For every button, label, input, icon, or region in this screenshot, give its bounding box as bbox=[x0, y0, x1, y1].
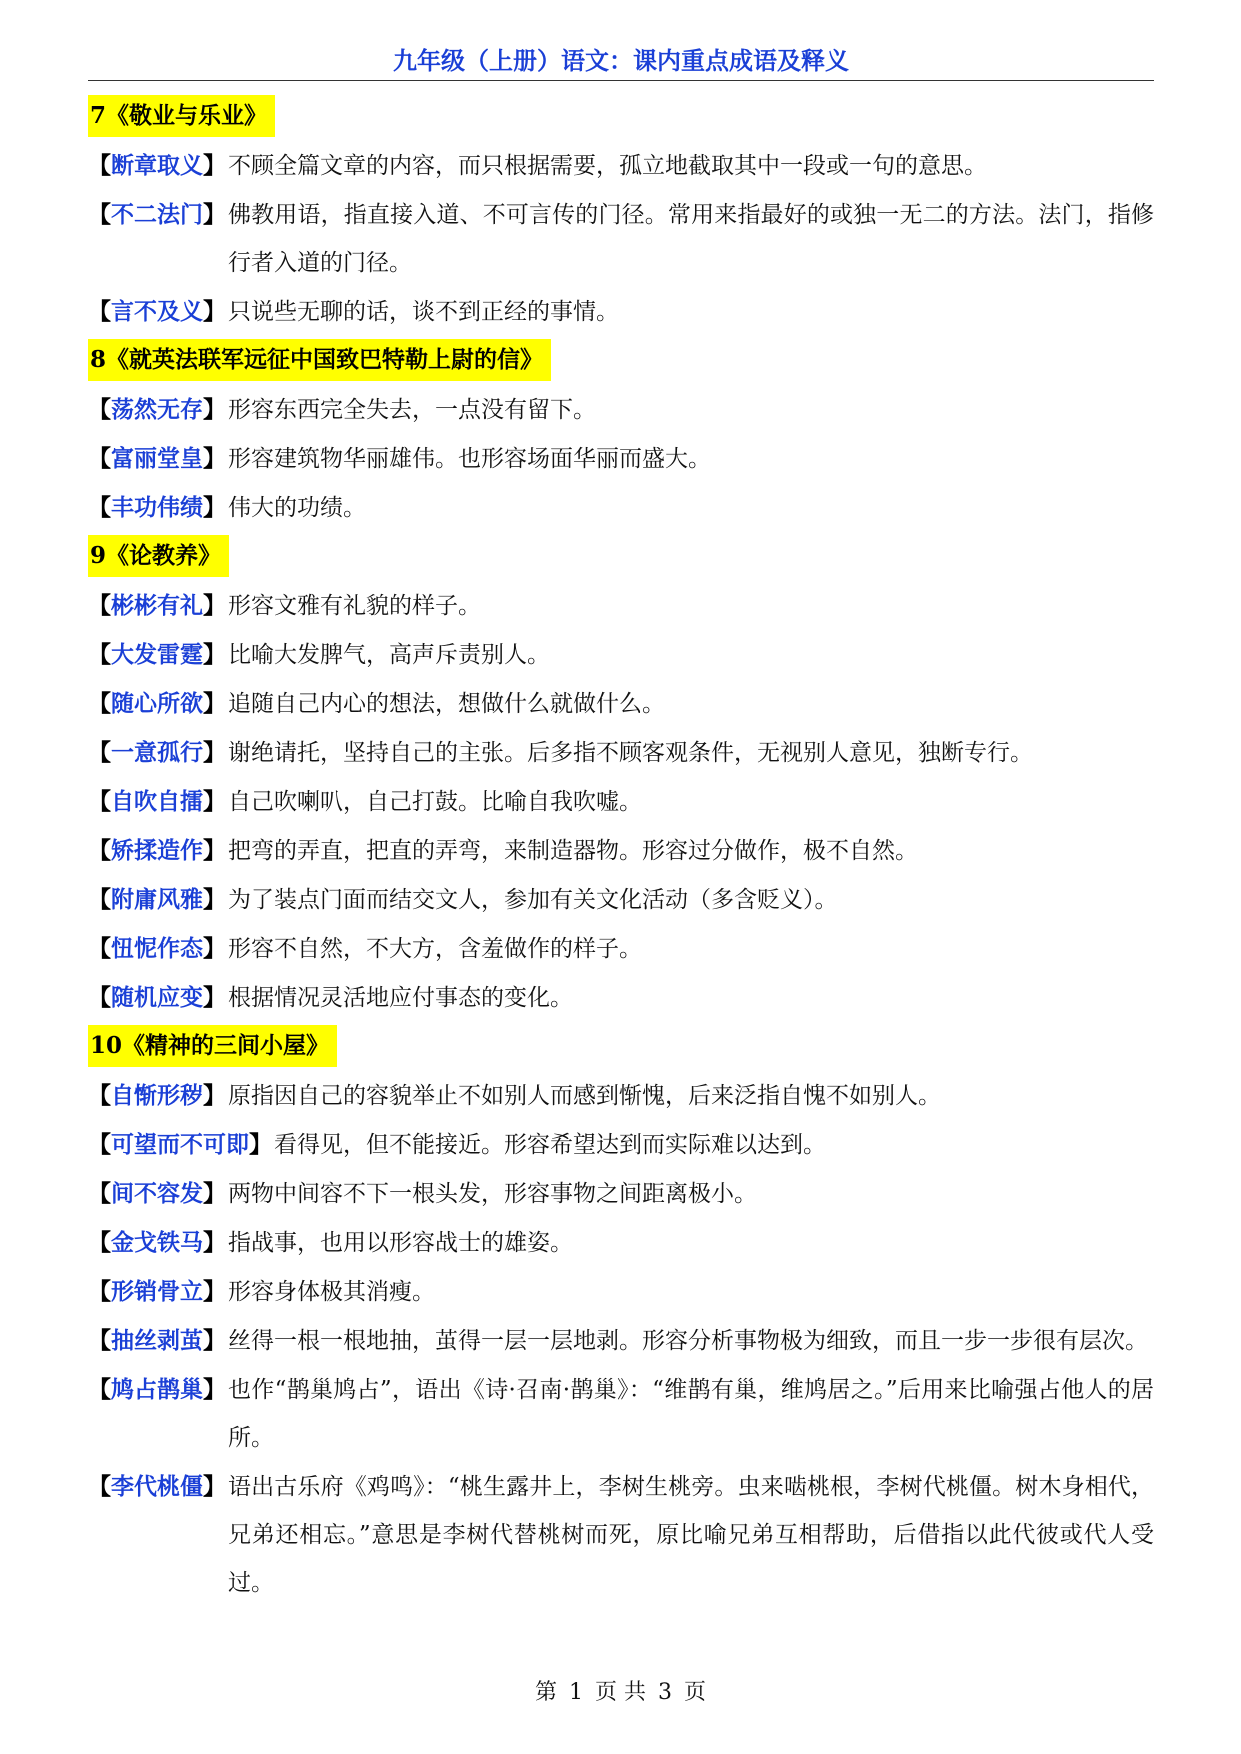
idiom-term bbox=[88, 974, 226, 1022]
idiom-term bbox=[88, 191, 226, 239]
idiom-entry bbox=[88, 1463, 1154, 1607]
right-bracket: 】 bbox=[203, 1473, 226, 1500]
idiom-term bbox=[88, 1268, 226, 1316]
idiom-word: 金戈铁马 bbox=[111, 1230, 203, 1256]
left-bracket: 【 bbox=[88, 984, 111, 1011]
idiom-term bbox=[88, 1463, 226, 1511]
idiom-entry bbox=[88, 582, 1154, 630]
section-header bbox=[88, 93, 1154, 141]
footer-mid: 页 共 bbox=[595, 1680, 646, 1705]
left-bracket: 【 bbox=[88, 298, 111, 325]
idiom-term bbox=[88, 288, 226, 336]
idiom-word: 一意孤行 bbox=[111, 740, 203, 766]
idiom-word: 间不容发 bbox=[111, 1181, 203, 1207]
idiom-definition: 原指因自己的容貌举止不如别人而感到惭愧，后来泛指自愧不如别人。 bbox=[228, 1083, 941, 1109]
idiom-term bbox=[88, 729, 226, 777]
idiom-entry bbox=[88, 778, 1154, 826]
idiom-definition: 追随自己内心的想法，想做什么就做什么。 bbox=[228, 691, 665, 717]
idiom-entry bbox=[88, 680, 1154, 728]
left-bracket: 【 bbox=[88, 690, 111, 717]
idiom-entry bbox=[88, 1121, 1154, 1169]
left-bracket: 【 bbox=[88, 152, 111, 179]
idiom-definition: 形容建筑物华丽雄伟。也形容场面华丽而盛大。 bbox=[228, 446, 711, 472]
idiom-word: 鸠占鹊巢 bbox=[111, 1377, 203, 1403]
left-bracket: 【 bbox=[88, 1082, 111, 1109]
idiom-entry bbox=[88, 1072, 1154, 1120]
left-bracket: 【 bbox=[88, 1229, 111, 1256]
left-bracket: 【 bbox=[88, 1278, 111, 1305]
idiom-definition: 佛教用语，指直接入道、不可言传的门径。常用来指最好的或独一无二的方法。法门，指修行者入道的门径。 bbox=[228, 202, 1154, 276]
right-bracket: 】 bbox=[203, 1376, 226, 1403]
idiom-word: 荡然无存 bbox=[111, 397, 203, 423]
idiom-entry bbox=[88, 1219, 1154, 1267]
left-bracket: 【 bbox=[88, 445, 111, 472]
right-bracket: 】 bbox=[203, 1180, 226, 1207]
idiom-entry bbox=[88, 729, 1154, 777]
idiom-term bbox=[88, 1219, 226, 1267]
idiom-term bbox=[88, 386, 226, 434]
section-header bbox=[88, 533, 1154, 581]
idiom-term bbox=[88, 631, 226, 679]
idiom-definition: 不顾全篇文章的内容，而只根据需要，孤立地截取其中一段或一句的意思。 bbox=[228, 153, 987, 179]
idiom-term bbox=[88, 142, 226, 190]
idiom-definition: 自己吹喇叭，自己打鼓。比喻自我吹嘘。 bbox=[228, 789, 642, 815]
left-bracket: 【 bbox=[88, 494, 111, 521]
idiom-definition: 两物中间容不下一根头发，形容事物之间距离极小。 bbox=[228, 1181, 757, 1207]
right-bracket: 】 bbox=[203, 837, 226, 864]
section-header bbox=[88, 337, 1154, 385]
idiom-entry bbox=[88, 484, 1154, 532]
idiom-definition: 也作“鹊巢鸠占”，语出《诗·召南·鹊巢》：“维鹊有巢，维鸠居之。”后用来比喻强占他人的居所。 bbox=[228, 1377, 1154, 1451]
idiom-term bbox=[88, 778, 226, 826]
idiom-entry bbox=[88, 142, 1154, 190]
right-bracket: 】 bbox=[203, 1278, 226, 1305]
idiom-term bbox=[88, 827, 226, 875]
left-bracket: 【 bbox=[88, 886, 111, 913]
idiom-word: 随机应变 bbox=[111, 985, 203, 1011]
right-bracket: 】 bbox=[203, 641, 226, 668]
idiom-definition: 形容身体极其消瘦。 bbox=[228, 1279, 435, 1305]
right-bracket: 】 bbox=[203, 739, 226, 766]
idiom-entry bbox=[88, 925, 1154, 973]
right-bracket: 】 bbox=[203, 1327, 226, 1354]
idiom-word: 附庸风雅 bbox=[111, 887, 203, 913]
idiom-term bbox=[88, 876, 226, 924]
section-title: 10《精神的三间小屋》 bbox=[88, 1025, 337, 1067]
idiom-word: 形销骨立 bbox=[111, 1279, 203, 1305]
left-bracket: 【 bbox=[88, 201, 111, 228]
section-title: 8《就英法联军远征中国致巴特勒上尉的信》 bbox=[88, 339, 551, 381]
idiom-term bbox=[88, 925, 226, 973]
left-bracket: 【 bbox=[88, 1473, 111, 1500]
idiom-term bbox=[88, 1317, 226, 1365]
idiom-term bbox=[88, 582, 226, 630]
idiom-definition: 形容不自然，不大方，含羞做作的样子。 bbox=[228, 936, 642, 962]
idiom-entry bbox=[88, 827, 1154, 875]
left-bracket: 【 bbox=[88, 935, 111, 962]
left-bracket: 【 bbox=[88, 1180, 111, 1207]
left-bracket: 【 bbox=[88, 1131, 111, 1158]
idiom-entry bbox=[88, 288, 1154, 336]
idiom-entry bbox=[88, 435, 1154, 483]
idiom-definition: 只说些无聊的话，谈不到正经的事情。 bbox=[228, 299, 619, 325]
left-bracket: 【 bbox=[88, 396, 111, 423]
idiom-word: 不二法门 bbox=[111, 202, 203, 228]
footer-suffix: 页 bbox=[684, 1680, 707, 1705]
idiom-word: 富丽堂皇 bbox=[111, 446, 203, 472]
right-bracket: 】 bbox=[203, 690, 226, 717]
right-bracket: 】 bbox=[203, 1082, 226, 1109]
idiom-definition: 伟大的功绩。 bbox=[228, 495, 366, 521]
idiom-entry bbox=[88, 1317, 1154, 1365]
page-header-title: 九年级（上册）语文：课内重点成语及释义 bbox=[393, 46, 849, 75]
idiom-entry bbox=[88, 974, 1154, 1022]
idiom-definition: 把弯的弄直，把直的弄弯，来制造器物。形容过分做作，极不自然。 bbox=[228, 838, 918, 864]
left-bracket: 【 bbox=[88, 837, 111, 864]
idiom-word: 丰功伟绩 bbox=[111, 495, 203, 521]
idiom-word: 大发雷霆 bbox=[111, 642, 203, 668]
left-bracket: 【 bbox=[88, 788, 111, 815]
idiom-word: 可望而不可即 bbox=[111, 1132, 249, 1158]
right-bracket: 】 bbox=[203, 445, 226, 472]
idiom-term bbox=[88, 1170, 226, 1218]
idiom-list bbox=[88, 93, 1154, 1608]
footer-page-total: 3 bbox=[658, 1680, 672, 1705]
left-bracket: 【 bbox=[88, 1327, 111, 1354]
right-bracket: 】 bbox=[203, 935, 226, 962]
idiom-word: 李代桃僵 bbox=[111, 1474, 203, 1500]
idiom-definition: 形容文雅有礼貌的样子。 bbox=[228, 593, 481, 619]
idiom-term bbox=[88, 435, 226, 483]
section-title: 9《论教养》 bbox=[88, 535, 229, 577]
footer-prefix: 第 bbox=[534, 1680, 557, 1705]
right-bracket: 】 bbox=[203, 152, 226, 179]
idiom-definition: 比喻大发脾气，高声斥责别人。 bbox=[228, 642, 550, 668]
right-bracket: 】 bbox=[203, 298, 226, 325]
right-bracket: 】 bbox=[203, 1229, 226, 1256]
idiom-entry bbox=[88, 191, 1154, 287]
section-title: 7《敬业与乐业》 bbox=[88, 95, 275, 137]
idiom-term bbox=[88, 680, 226, 728]
idiom-term bbox=[88, 1072, 226, 1120]
idiom-entry bbox=[88, 386, 1154, 434]
left-bracket: 【 bbox=[88, 641, 111, 668]
left-bracket: 【 bbox=[88, 739, 111, 766]
page-footer bbox=[0, 1678, 1241, 1708]
idiom-entry bbox=[88, 1268, 1154, 1316]
right-bracket: 】 bbox=[203, 886, 226, 913]
idiom-word: 自惭形秽 bbox=[111, 1083, 203, 1109]
footer-page-number: 1 bbox=[569, 1680, 583, 1705]
idiom-word: 忸怩作态 bbox=[111, 936, 203, 962]
left-bracket: 【 bbox=[88, 592, 111, 619]
idiom-entry bbox=[88, 631, 1154, 679]
idiom-word: 矫揉造作 bbox=[111, 838, 203, 864]
idiom-definition: 看得见，但不能接近。形容希望达到而实际难以达到。 bbox=[274, 1132, 826, 1158]
idiom-term bbox=[88, 484, 226, 532]
header-divider bbox=[88, 80, 1154, 81]
right-bracket: 】 bbox=[203, 592, 226, 619]
idiom-definition: 指战事，也用以形容战士的雄姿。 bbox=[228, 1230, 573, 1256]
right-bracket: 】 bbox=[203, 396, 226, 423]
idiom-word: 言不及义 bbox=[111, 299, 203, 325]
idiom-word: 抽丝剥茧 bbox=[111, 1328, 203, 1354]
idiom-entry bbox=[88, 876, 1154, 924]
idiom-word: 自吹自擂 bbox=[111, 789, 203, 815]
right-bracket: 】 bbox=[203, 494, 226, 521]
idiom-term bbox=[88, 1366, 226, 1414]
section-header bbox=[88, 1023, 1154, 1071]
idiom-definition: 根据情况灵活地应付事态的变化。 bbox=[228, 985, 573, 1011]
idiom-entry bbox=[88, 1366, 1154, 1462]
idiom-word: 断章取义 bbox=[111, 153, 203, 179]
right-bracket: 】 bbox=[203, 984, 226, 1011]
idiom-word: 彬彬有礼 bbox=[111, 593, 203, 619]
left-bracket: 【 bbox=[88, 1376, 111, 1403]
idiom-entry bbox=[88, 1170, 1154, 1218]
right-bracket: 】 bbox=[203, 788, 226, 815]
idiom-definition: 语出古乐府《鸡鸣》：“桃生露井上，李树生桃旁。虫来啮桃根，李树代桃僵。树木身相代，兄弟还相忘。”意思是李树代替桃树而死，原比喻兄弟互相帮助，后借指以此代彼或代人受过。 bbox=[228, 1474, 1154, 1596]
idiom-term bbox=[88, 1121, 272, 1169]
idiom-definition: 丝得一根一根地抽，茧得一层一层地剥。形容分析事物极为细致，而且一步一步很有层次。 bbox=[228, 1328, 1148, 1354]
right-bracket: 】 bbox=[249, 1131, 272, 1158]
idiom-definition: 谢绝请托，坚持自己的主张。后多指不顾客观条件，无视别人意见，独断专行。 bbox=[228, 740, 1033, 766]
right-bracket: 】 bbox=[203, 201, 226, 228]
idiom-word: 随心所欲 bbox=[111, 691, 203, 717]
idiom-definition: 形容东西完全失去，一点没有留下。 bbox=[228, 397, 596, 423]
idiom-definition: 为了装点门面而结交文人，参加有关文化活动（多含贬义）。 bbox=[228, 887, 838, 913]
